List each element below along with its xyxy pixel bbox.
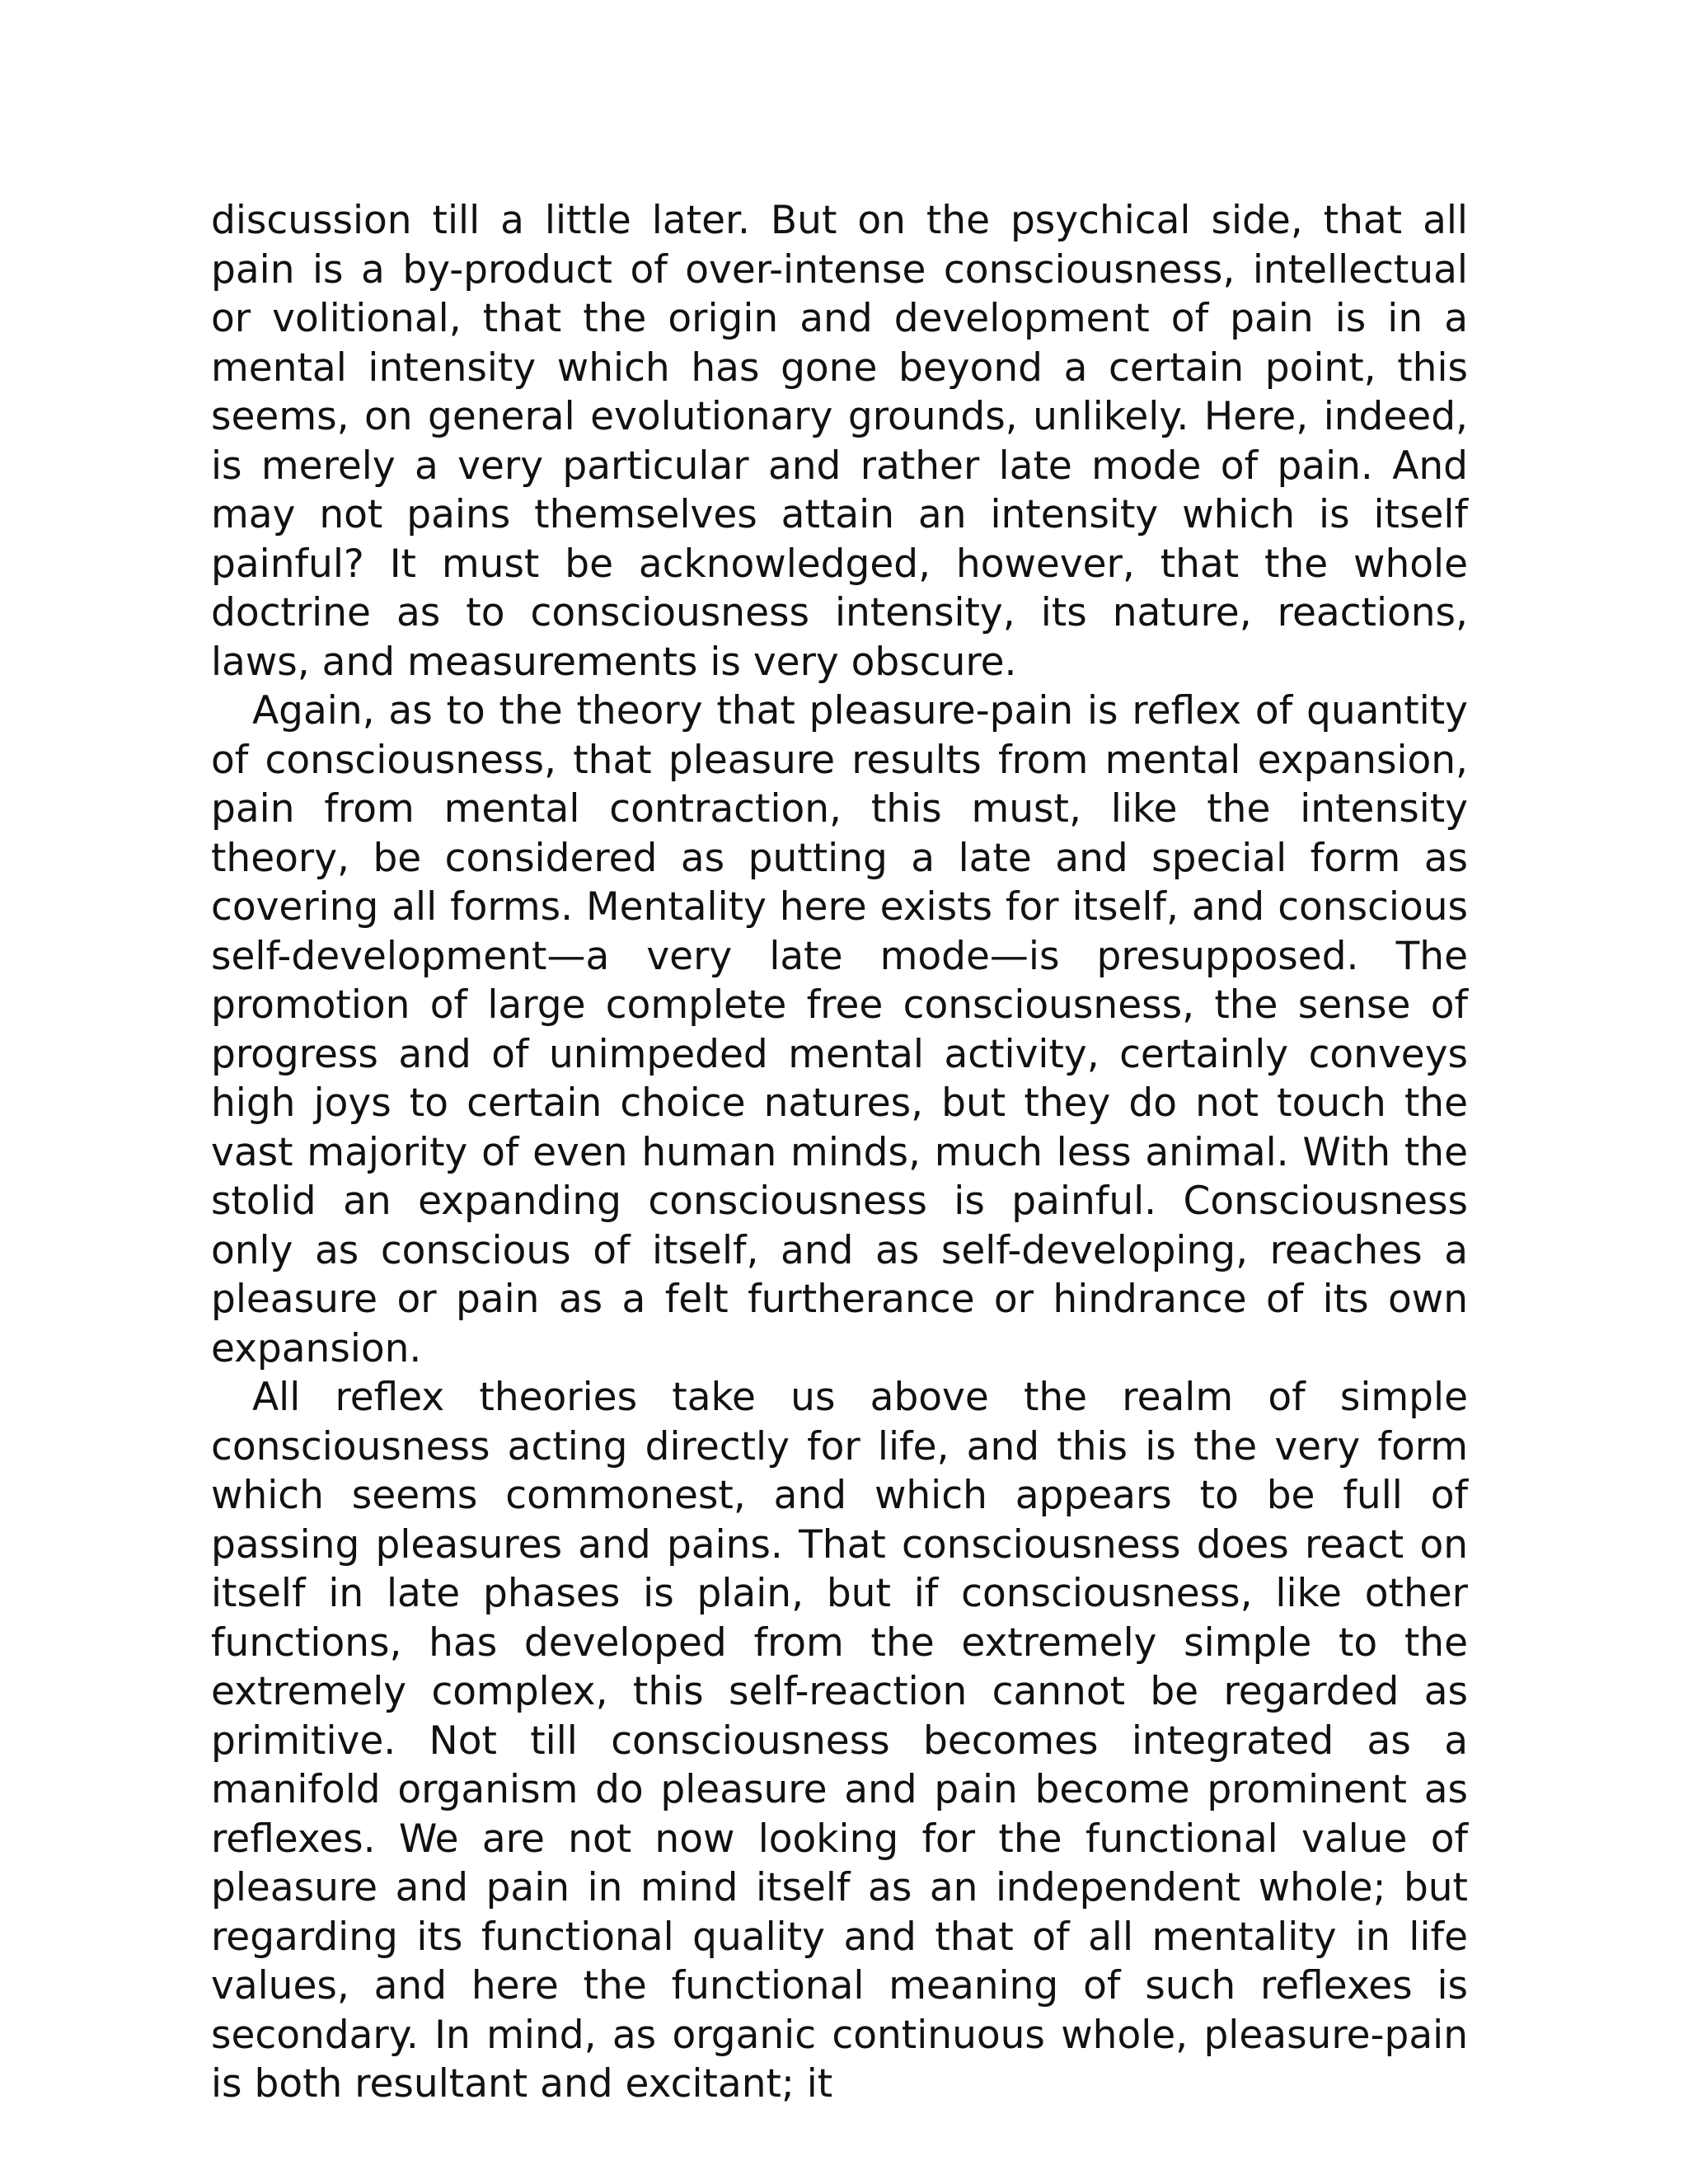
paragraph-3: All reflex theories take us above the realm of simple consciousness acting directly for life, and this is the very form which seems commonest, and which appears to be full of passing pleasures and pains. That consciousness does react on itself in late phases is plain, but if consciousness, like other functions, has developed from the extremely simple to the extremely complex, this self-reaction cannot be regarded as primitive. Not till consciousness becomes integrated as a manifold organism do pleasure and pain become prominent as reflexes. We are not now looking for the functional value of pleasure and pain in mind itself as an independent whole; but regarding its functional quality and that of all mentality in life values, and here the functional meaning of such reflexes is secondary. In mind, as organic continuous whole, pleasure-pain is both resultant and excitant; it [211, 1375, 1468, 2107]
paragraph-2: Again, as to the theory that pleasure-pain is reflex of quantity of consciousness, that pleasure results from mental expansion, pain from mental contraction, this must, like the intensity theory, be considered as putting a late and special form as covering all forms. Mentality here exists for itself, and conscious self-development—a very late mode—is presupposed. The promotion of large complete free consciousness, the sense of progress and of unimpeded mental activity, certainly conveys high joys to certain choice natures, but they do not touch the vast majority of even human minds, much less animal. With the stolid an expanding consciousness is painful. Consciousness only as conscious of itself, and as self-developing, reaches a pleasure or pain as a felt furtherance or hindrance of its own expansion. [211, 688, 1468, 1371]
page-text [211, 196, 1468, 2109]
paragraph-1: discussion till a little later. But on the psychical side, that all pain is a by-product of over-intense consciousness, intellectual or volitional, that the origin and development of pain is in a mental intensity which has gone beyond a certain point, this seems, on general evolutionary grounds, unlikely. Here, indeed, is merely a very particular and rather late mode of pain. And may not pains themselves attain an intensity which is itself painful? It must be acknowledged, however, that the whole doctrine as to consciousness intensity, its nature, reactions, laws, and measurements is very obscure. [211, 198, 1468, 685]
